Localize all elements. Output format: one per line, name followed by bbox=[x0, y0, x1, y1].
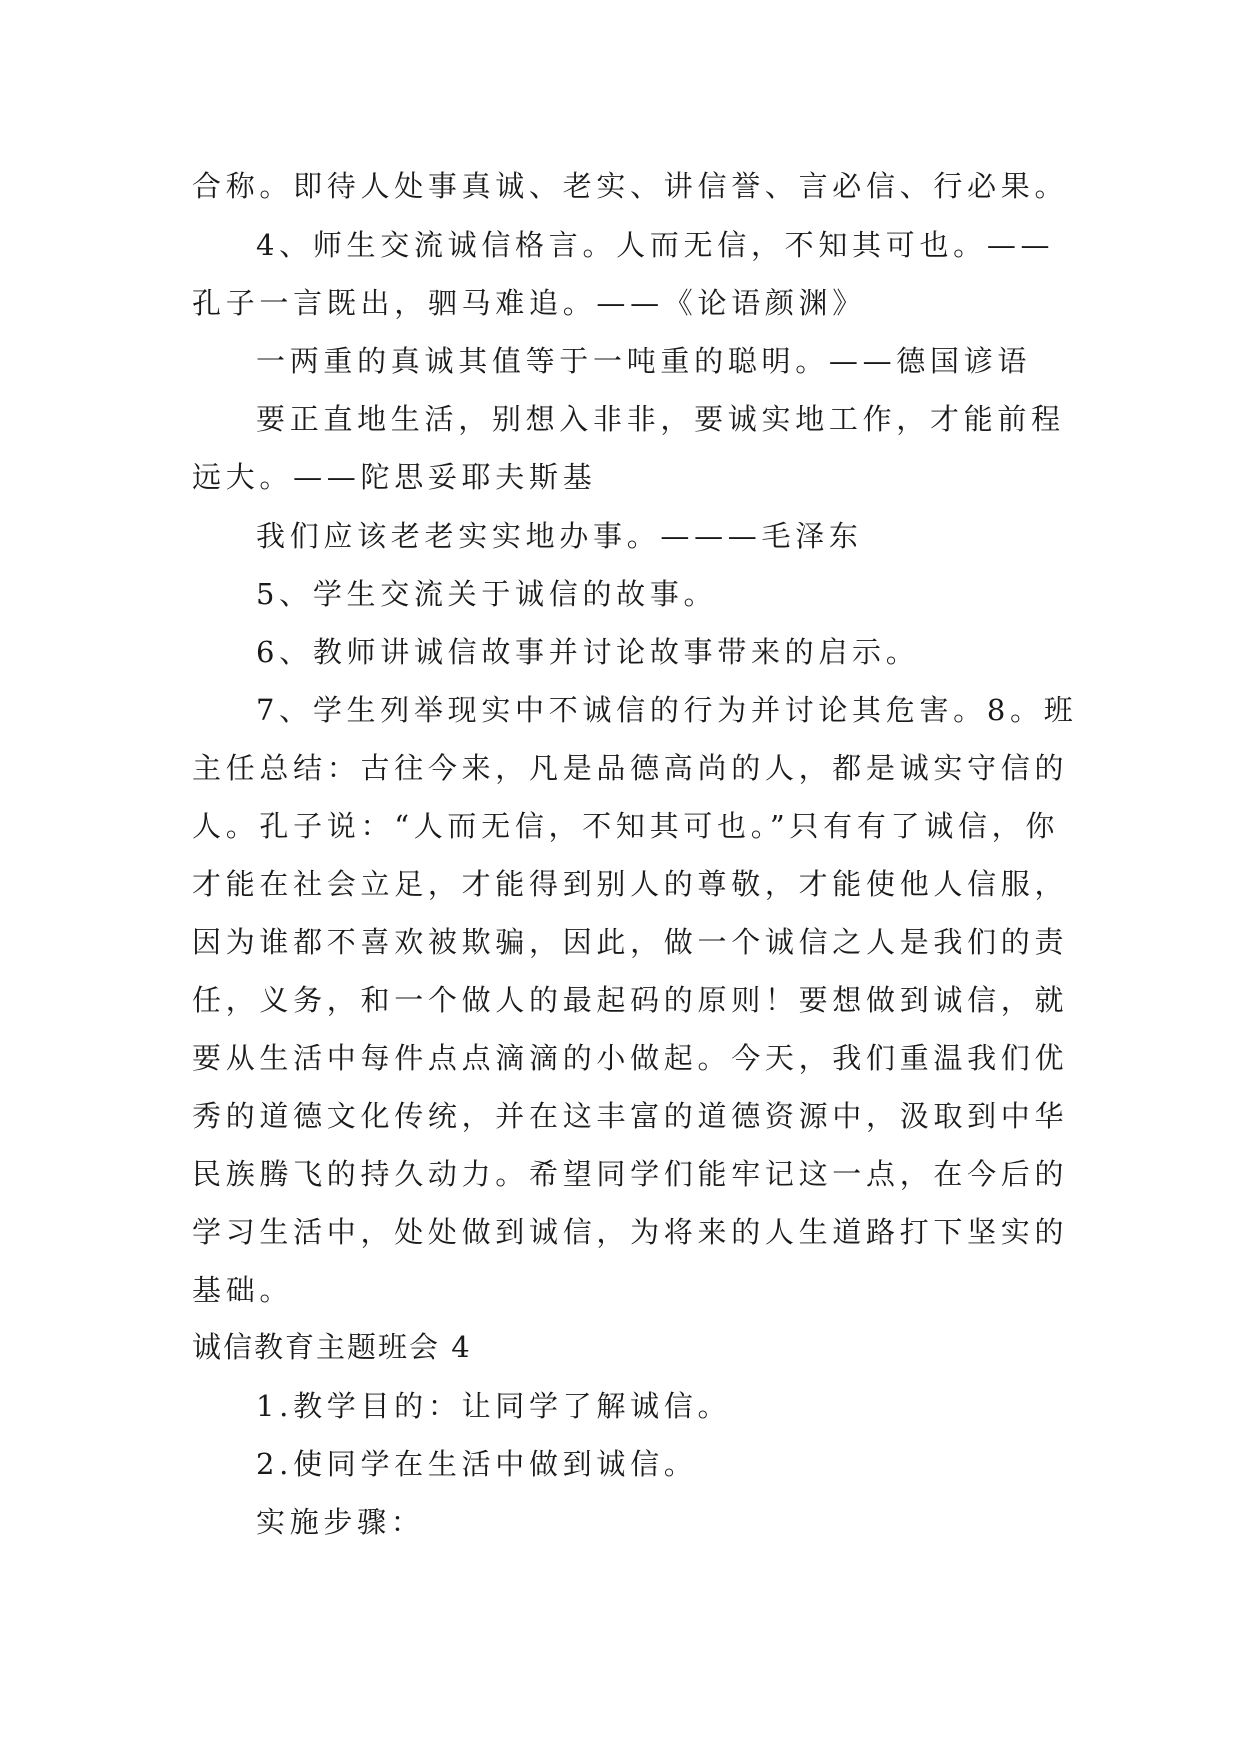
paragraph-line: 孔子一言既出，驷马难追。——《论语颜渊》 bbox=[192, 286, 867, 320]
paragraph-line: 要正直地生活，别想入非非，要诚实地工作，才能前程 bbox=[256, 402, 1065, 436]
paragraph-line: 4、师生交流诚信格言。人而无信，不知其可也。—— bbox=[256, 228, 1055, 262]
paragraph-line: 基础。 bbox=[192, 1273, 294, 1307]
paragraph-line: 才能在社会立足，才能得到别人的尊敬，才能使他人信服， bbox=[192, 867, 1069, 901]
paragraph-line: 6、教师讲诚信故事并讨论故事带来的启示。 bbox=[256, 635, 920, 669]
paragraph-line: 远大。——陀思妥耶夫斯基 bbox=[192, 460, 597, 494]
paragraph-line: 要从生活中每件点点滴滴的小做起。今天，我们重温我们优 bbox=[192, 1041, 1069, 1075]
paragraph-line: 一两重的真诚其值等于一吨重的聪明。——德国谚语 bbox=[256, 344, 1032, 378]
paragraph-line: 主任总结：古往今来，凡是品德高尚的人，都是诚实守信的 bbox=[192, 751, 1069, 785]
paragraph-line: 1.教学目的：让同学了解诚信。 bbox=[256, 1389, 732, 1423]
paragraph-line: 民族腾飞的持久动力。希望同学们能牢记这一点，在今后的 bbox=[192, 1157, 1069, 1191]
paragraph-line: 学习生活中，处处做到诚信，为将来的人生道路打下坚实的 bbox=[192, 1215, 1069, 1249]
paragraph-line: 合称。即待人处事真诚、老实、讲信誉、言必信、行必果。 bbox=[192, 169, 1069, 203]
paragraph-line: 秀的道德文化传统，并在这丰富的道德资源中，汲取到中华 bbox=[192, 1099, 1069, 1133]
paragraph-line: 5、学生交流关于诚信的故事。 bbox=[256, 577, 718, 611]
paragraph-line: 2.使同学在生活中做到诚信。 bbox=[256, 1447, 698, 1481]
paragraph-line: 因为谁都不喜欢被欺骗，因此，做一个诚信之人是我们的责 bbox=[192, 925, 1069, 959]
section-heading: 诚信教育主题班会 4 bbox=[192, 1330, 472, 1364]
paragraph-line: 人。孔子说：“人而无信，不知其可也。”只有有了诚信，你 bbox=[192, 809, 1060, 843]
paragraph-line: 我们应该老老实实地办事。———毛泽东 bbox=[256, 519, 863, 553]
paragraph-line: 7、学生列举现实中不诚信的行为并讨论其危害。8。班 bbox=[256, 693, 1078, 727]
paragraph-line: 实施步骤： bbox=[256, 1505, 425, 1539]
paragraph-line: 任，义务，和一个做人的最起码的原则！要想做到诚信，就 bbox=[192, 983, 1069, 1017]
